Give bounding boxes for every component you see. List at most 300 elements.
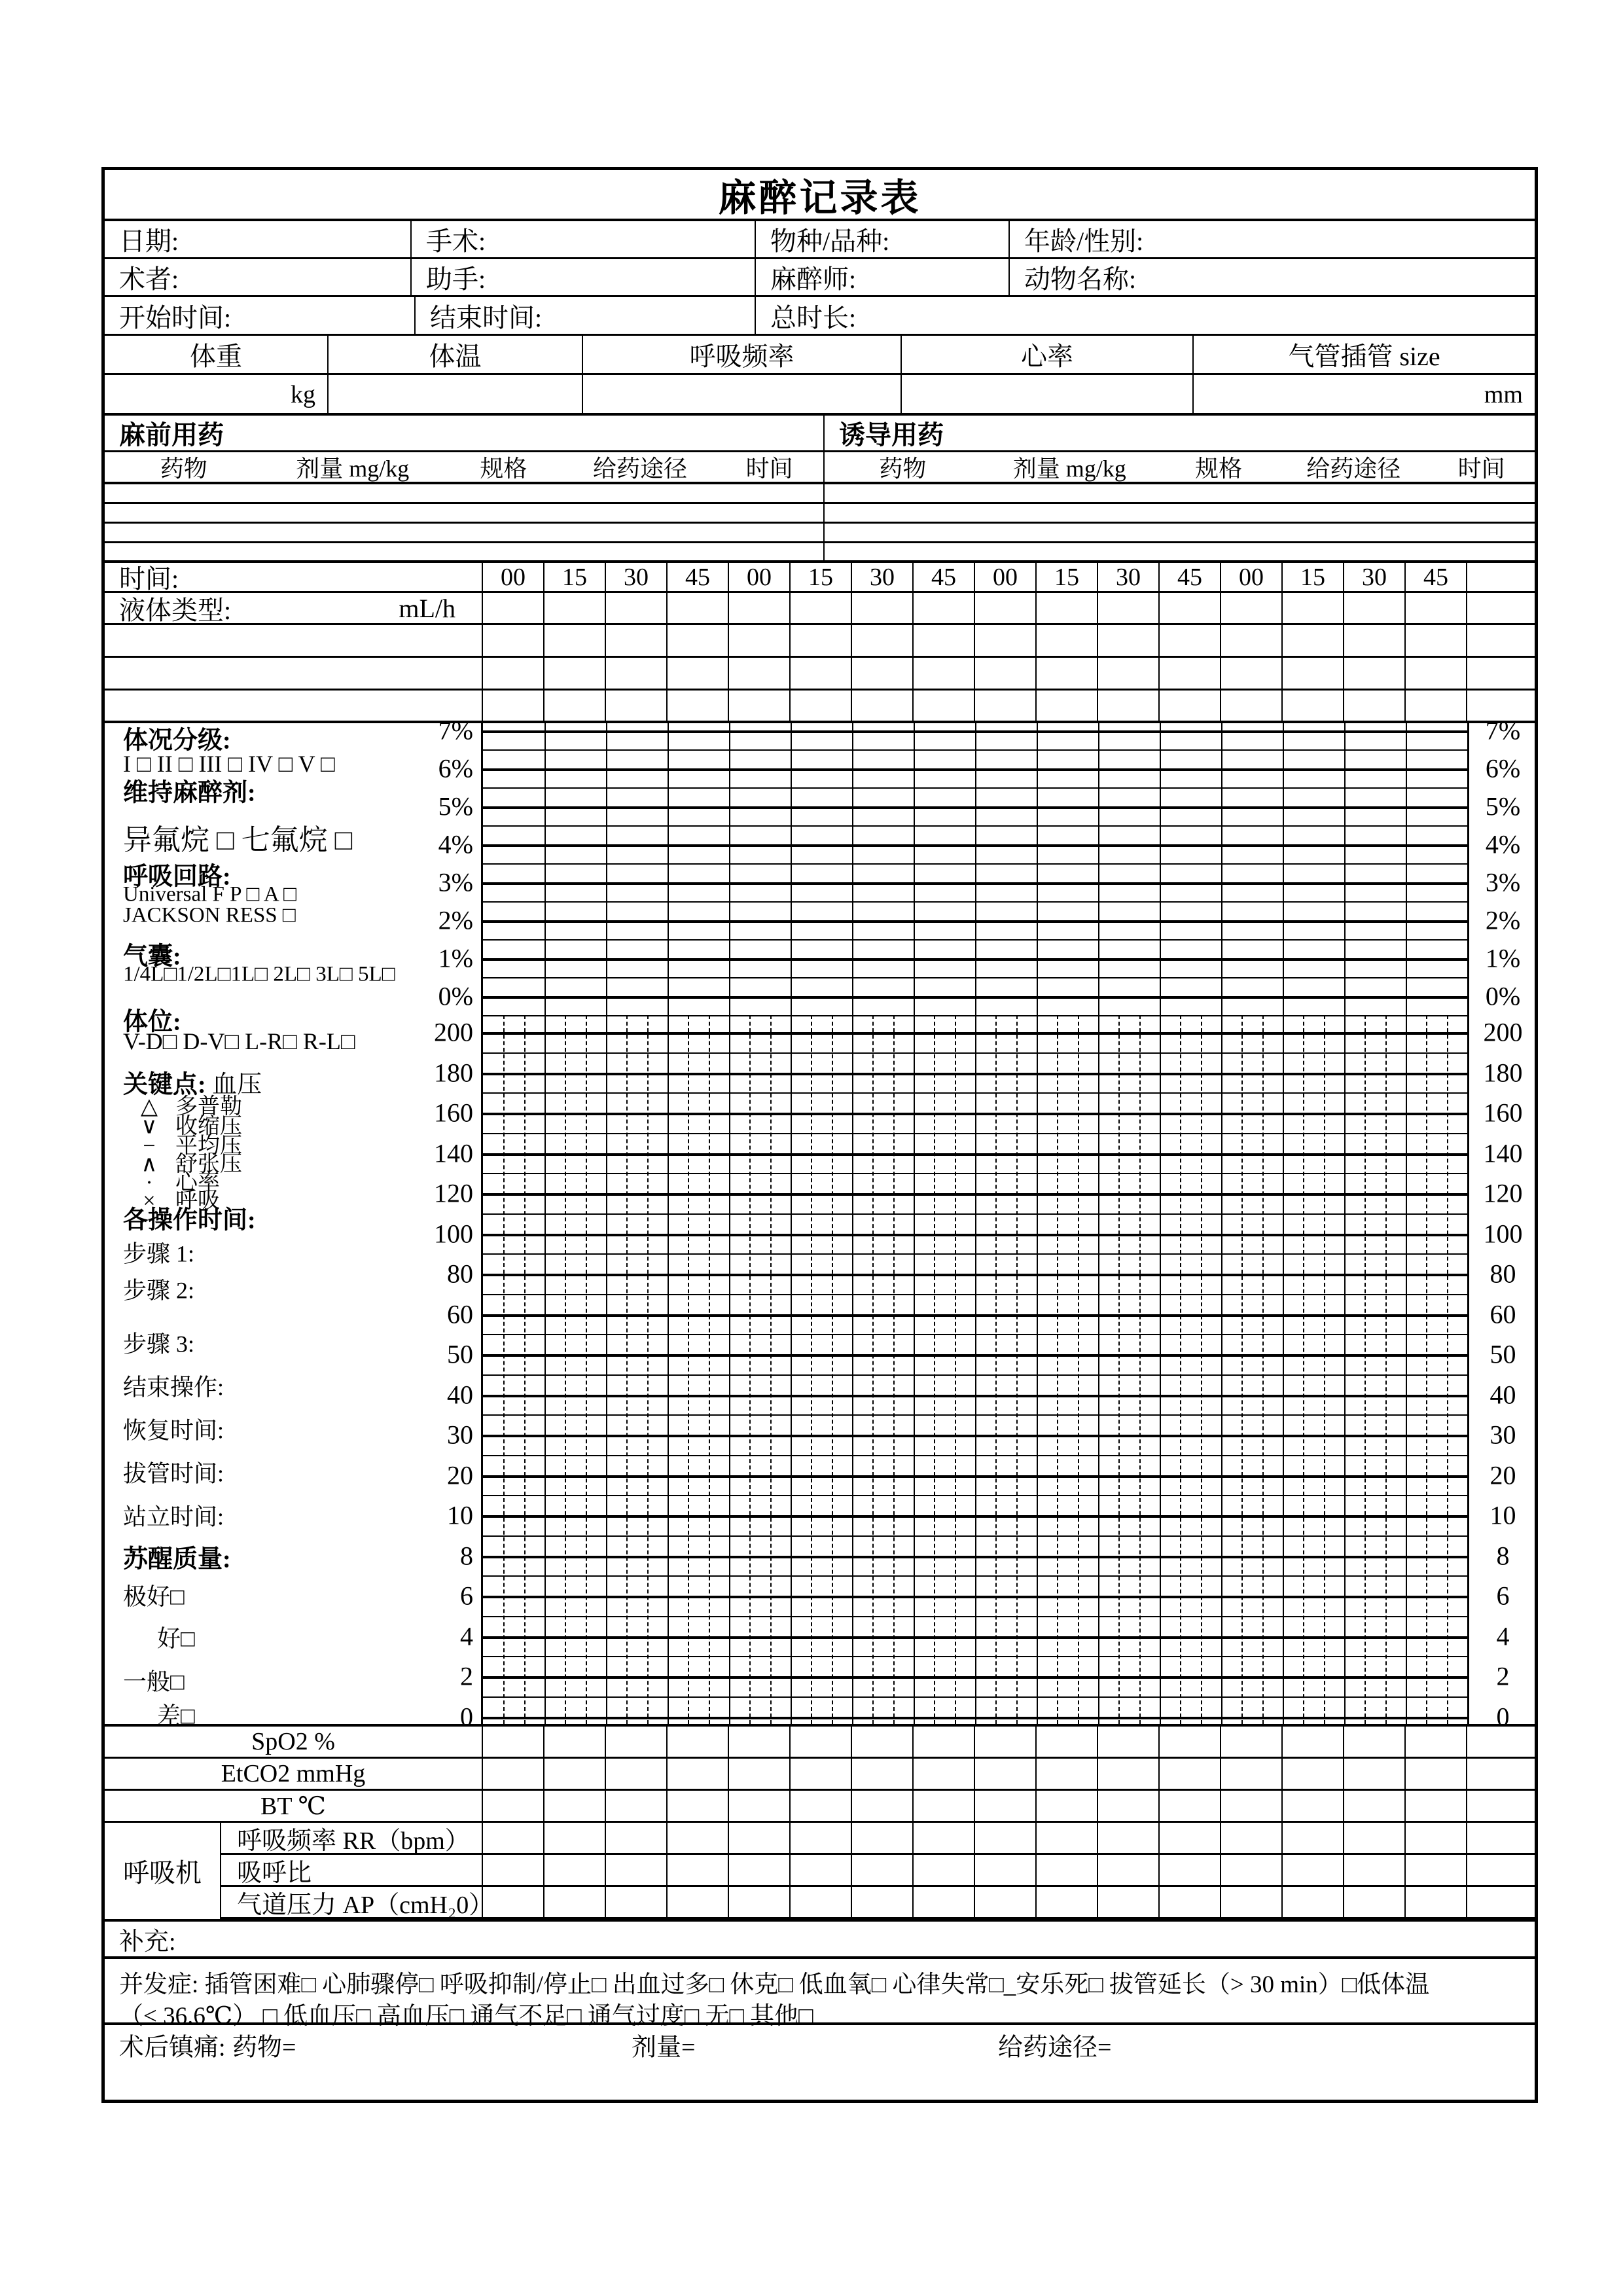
col-route: 给药途径 (592, 456, 687, 482)
field-assistant: 助手: (412, 259, 756, 295)
grid-line-dashed (1057, 1015, 1058, 1724)
monitor-cell (1098, 1727, 1160, 1759)
time-slot-cell: 15 (1283, 563, 1344, 591)
grid-line-dashed (995, 1015, 997, 1724)
scale-label-numeric: 40 (1489, 1380, 1516, 1409)
monitor-tail-cell (1467, 1727, 1535, 1759)
monitor-cell (791, 1791, 852, 1823)
fluid-slot-cell (1344, 625, 1406, 656)
fluid-slot-cell (1037, 593, 1098, 623)
legend-symbol: ∨ (141, 1114, 158, 1139)
grid-line-horizontal (483, 863, 1467, 865)
monitor-cell (606, 1791, 668, 1823)
medication-section-row (105, 416, 1535, 452)
ventilator-row-label: 吸呼比 (221, 1855, 483, 1887)
fluid-slot-cell (544, 658, 606, 689)
ventilator-row-label: 呼吸频率 RR（bpm） (221, 1823, 483, 1855)
premed-empty-cell (105, 504, 825, 522)
monitor-cell (1221, 1791, 1283, 1823)
monitor-cell (606, 1823, 668, 1855)
vitals-header-resp-rate: 呼吸频率 (583, 336, 902, 373)
scale-label-numeric: 2 (1496, 1661, 1510, 1691)
grid-line-dashed (893, 1015, 895, 1724)
fluid-slot-cell (1221, 593, 1283, 623)
time-header-row (105, 563, 1535, 593)
sidebar-item: 站立时间: (123, 1503, 224, 1530)
scale-label-numeric: 200 (1483, 1017, 1523, 1047)
scale-label-percent: 1% (1485, 943, 1521, 973)
grid-line-dashed (1262, 1015, 1264, 1724)
monitor-cell (729, 1727, 791, 1759)
scale-label-numeric: 100 (1483, 1219, 1523, 1248)
monitor-cell (1221, 1887, 1283, 1919)
monitor-cell (791, 1759, 852, 1791)
monitor-cell (791, 1727, 852, 1759)
grid-line-vertical (668, 723, 669, 1724)
fluid-slot-cell (914, 658, 975, 689)
monitor-cell (975, 1887, 1037, 1919)
induction-columns (825, 452, 1535, 482)
fluid-slot-cell (1283, 658, 1344, 689)
grid-line-horizontal (483, 1354, 1467, 1357)
grid-line-dashed (1241, 1015, 1243, 1724)
col-drug: 药物 (879, 456, 927, 482)
fluid-slot-cell (914, 691, 975, 721)
monitor-tail-cell (1467, 1823, 1535, 1855)
scale-label-numeric: 0 (460, 1702, 473, 1731)
fluid-slot-cell (975, 691, 1037, 721)
anesthesia-record-form (101, 167, 1538, 2103)
resp-rate-value-cell (583, 375, 902, 413)
grid-line-horizontal (483, 1395, 1467, 1397)
fluid-slot-cell (852, 658, 914, 689)
col-drug: 药物 (160, 456, 207, 482)
fluid-slot-cell (1344, 658, 1406, 689)
monitor-cell (1098, 1887, 1160, 1919)
fluid-empty-rows (105, 625, 1535, 723)
scale-label-percent: 3% (438, 867, 473, 897)
fluid-slot-cell (1160, 593, 1221, 623)
scale-label-numeric: 60 (1489, 1299, 1516, 1329)
heart-rate-value-cell (902, 375, 1194, 413)
monitor-cell (606, 1759, 668, 1791)
fluid-tail-cell (1467, 593, 1535, 623)
grid-line-horizontal (483, 1455, 1467, 1456)
sidebar-item: 各操作时间: (123, 1206, 256, 1234)
grid-line-dashed (1078, 1015, 1079, 1724)
monitor-cell (1283, 1855, 1344, 1887)
sidebar-item: 差□ (157, 1702, 195, 1729)
monitor-cell (1344, 1887, 1406, 1919)
scale-label-percent: 6% (438, 753, 473, 783)
monitor-cell (1283, 1823, 1344, 1855)
grid-line-horizontal (483, 1153, 1467, 1156)
legend-symbol: △ (140, 1094, 158, 1119)
grid-line-horizontal (483, 1616, 1467, 1617)
grid-line-horizontal (483, 1294, 1467, 1295)
monitor-cell (483, 1887, 544, 1919)
analgesia-dose: 剂量= (632, 2034, 696, 2062)
grid-line-horizontal (483, 1374, 1467, 1376)
monitor-cell (1037, 1887, 1098, 1919)
grid-line-horizontal (483, 1253, 1467, 1255)
fluid-slot-cell (483, 625, 544, 656)
time-slot-cell: 15 (1037, 563, 1098, 591)
time-slot-cell: 00 (483, 563, 544, 591)
col-dose: 剂量 mg/kg (296, 456, 410, 482)
premed-empty-cell (105, 524, 825, 541)
monitor-cell (852, 1855, 914, 1887)
field-animal-name: 动物名称: (1024, 264, 1137, 294)
monitor-cell (1406, 1887, 1467, 1919)
legend-label: 舒张压 (175, 1152, 242, 1177)
sidebar-item: 呼吸回路: (123, 863, 231, 891)
ventilator-row (105, 1887, 1535, 1919)
grid-line-dashed (811, 1015, 812, 1724)
grid-line-dashed (709, 1015, 710, 1724)
scale-label-numeric: 6 (460, 1581, 473, 1611)
monitor-cell (729, 1823, 791, 1855)
fluid-slot-cell (729, 625, 791, 656)
scale-label-percent: 5% (1485, 791, 1521, 821)
scale-label-numeric: 80 (1489, 1259, 1516, 1289)
vitals-header-heart-rate: 心率 (902, 336, 1194, 373)
col-dose: 剂量 mg/kg (1012, 456, 1126, 482)
scale-label-numeric: 50 (1489, 1339, 1516, 1369)
monitor-cell (1160, 1823, 1221, 1855)
sidebar-item: 拔管时间: (123, 1460, 224, 1487)
grid-line-dashed (503, 1015, 505, 1724)
grid-line-dashed (934, 1015, 935, 1724)
grid-line-vertical (1344, 723, 1346, 1724)
grid-line-dashed (1201, 1015, 1202, 1724)
grid-line-horizontal (483, 1676, 1467, 1679)
monitor-cell (1160, 1887, 1221, 1919)
scale-label-percent: 2% (1485, 905, 1521, 935)
grid-line-horizontal (483, 1092, 1467, 1094)
grid-line-horizontal (483, 749, 1467, 751)
fluid-slot-cell (975, 658, 1037, 689)
fluid-slot-cell (668, 691, 729, 721)
scale-label-numeric: 120 (434, 1178, 473, 1208)
sidebar-item: 气囊: (123, 942, 181, 971)
grid-line-dashed (586, 1015, 587, 1724)
fluid-slot-cell (914, 625, 975, 656)
time-label: 时间: (105, 563, 483, 591)
fluid-slot-cell (1283, 691, 1344, 721)
legend-label: 呼吸 (175, 1189, 220, 1213)
monitor-cell (544, 1727, 606, 1759)
sidebar-item: Universal F P □ A □ (123, 882, 297, 906)
fluid-slot-cell (914, 593, 975, 623)
time-slot-cell: 45 (668, 563, 729, 591)
fluid-slot-cell (975, 625, 1037, 656)
fluid-slot-cell (1037, 691, 1098, 721)
monitor-cell (1406, 1727, 1467, 1759)
fluid-slot-cell (1344, 691, 1406, 721)
time-tail-cell (1467, 563, 1535, 591)
grid-line-horizontal (483, 920, 1467, 923)
fluid-slot-cell (791, 593, 852, 623)
premed-columns (105, 452, 825, 482)
grid-line-dashed (647, 1015, 649, 1724)
scale-label-numeric: 120 (1483, 1178, 1523, 1208)
grid-line-horizontal (483, 977, 1467, 978)
monitor-cell (914, 1727, 975, 1759)
grid-line-dashed (749, 1015, 751, 1724)
monitor-cell (544, 1823, 606, 1855)
fluid-slot-cell (544, 593, 606, 623)
info-row-2 (105, 259, 1535, 297)
grid-line-horizontal (483, 1133, 1467, 1134)
fluid-slot-cell (483, 691, 544, 721)
fluid-empty-label-cell (105, 691, 483, 721)
grid-line-horizontal (483, 1435, 1467, 1437)
scale-label-numeric: 60 (447, 1299, 473, 1329)
scale-label-numeric: 80 (447, 1259, 473, 1289)
analgesia-label: 术后镇痛: (119, 2034, 226, 2062)
grid-line-horizontal (483, 1073, 1467, 1075)
vitals-header-weight: 体重 (105, 336, 329, 373)
monitor-cell (483, 1759, 544, 1791)
scale-label-percent: 1% (438, 943, 473, 973)
fluid-slot-cell (668, 658, 729, 689)
scale-label-numeric: 40 (447, 1380, 473, 1409)
monitor-cell (1098, 1823, 1160, 1855)
monitor-cell (1160, 1855, 1221, 1887)
grid-line-horizontal (483, 1173, 1467, 1174)
induction-title: 诱导用药 (839, 420, 944, 450)
sidebar-item: 异氟烷 □ 七氟烷 □ (123, 824, 353, 856)
field-surgeon: 术者: (105, 259, 412, 295)
fluid-slot-cell (1221, 658, 1283, 689)
monitor-cell (975, 1759, 1037, 1791)
premed-empty-cell (105, 543, 825, 560)
sidebar-item: 苏醒质量: (123, 1545, 231, 1573)
grid-line-horizontal (483, 844, 1467, 847)
monitor-cell (852, 1791, 914, 1823)
monitor-cell (1406, 1823, 1467, 1855)
monitor-cell (1406, 1759, 1467, 1791)
monitor-cell (1344, 1855, 1406, 1887)
grid-line-horizontal (483, 1052, 1467, 1054)
grid-line-vertical (791, 723, 792, 1724)
monitor-cell (544, 1759, 606, 1791)
monitor-cell (1221, 1759, 1283, 1791)
grid-line-horizontal (483, 1314, 1467, 1317)
time-slot-cell: 30 (1098, 563, 1160, 591)
scale-label-percent: 2% (438, 905, 473, 935)
monitor-row (105, 1759, 1535, 1791)
monitor-cell (1283, 1759, 1344, 1791)
grid-line-horizontal (483, 1113, 1467, 1115)
monitor-cell (1344, 1791, 1406, 1823)
monitor-cell (668, 1887, 729, 1919)
col-route: 给药途径 (1306, 456, 1401, 482)
scale-label-numeric: 50 (447, 1339, 473, 1369)
grid-line-horizontal (483, 901, 1467, 903)
fluid-slot-cell (1406, 691, 1467, 721)
fluid-slot-cell (1037, 658, 1098, 689)
grid-line-dashed (1324, 1015, 1325, 1724)
grid-line-horizontal (483, 1414, 1467, 1416)
scale-label-numeric: 140 (434, 1138, 473, 1168)
monitor-cell (729, 1759, 791, 1791)
postop-analgesia-row (105, 2025, 1535, 2064)
fluid-slot-cell (729, 593, 791, 623)
chart-grid (483, 723, 1467, 1724)
scale-label-percent: 0% (438, 981, 473, 1011)
monitor-cell (544, 1791, 606, 1823)
grid-line-horizontal (483, 1495, 1467, 1496)
grid-line-dashed (1447, 1015, 1448, 1724)
grid-line-horizontal (483, 1575, 1467, 1577)
fluid-tail-cell (1467, 658, 1535, 689)
monitor-cell (1160, 1727, 1221, 1759)
time-slot-cell: 45 (1160, 563, 1221, 591)
fluid-slot-cell (1406, 593, 1467, 623)
medication-empty-rows (105, 484, 1535, 563)
field-start-time: 开始时间: (105, 297, 416, 334)
monitor-cell (668, 1855, 729, 1887)
monitor-cell (1344, 1759, 1406, 1791)
fluid-slot-cell (606, 691, 668, 721)
monitor-tail-cell (1467, 1887, 1535, 1919)
grid-line-horizontal (483, 958, 1467, 961)
scale-label-numeric: 10 (1489, 1500, 1516, 1530)
chart-sidebar (105, 715, 483, 1731)
grid-line-horizontal (483, 1032, 1467, 1035)
fluid-slot-cell (544, 691, 606, 721)
scale-label-numeric: 200 (434, 1017, 473, 1047)
grid-line-horizontal (483, 1015, 1467, 1016)
vitals-value-row (105, 375, 1535, 416)
grid-line-vertical (914, 723, 915, 1724)
grid-line-vertical (1098, 723, 1099, 1724)
grid-line-dashed (1118, 1015, 1120, 1724)
grid-line-dashed (955, 1015, 956, 1724)
grid-line-vertical (1160, 723, 1161, 1724)
time-slot-cell: 00 (729, 563, 791, 591)
time-slot-cell: 30 (606, 563, 668, 591)
vitals-header-et-tube: 气管插管 size (1288, 342, 1440, 371)
monitor-cell (1160, 1759, 1221, 1791)
induction-empty-cell (825, 543, 1535, 560)
time-slot-cell: 45 (914, 563, 975, 591)
grid-line-dashed (1426, 1015, 1427, 1724)
scale-label-numeric: 4 (1496, 1621, 1510, 1651)
fluid-slot-cell (606, 625, 668, 656)
monitor-cell (914, 1855, 975, 1887)
legend-symbol: − (143, 1134, 156, 1158)
fluid-slot-cell (1098, 658, 1160, 689)
scale-label-numeric: 6 (1496, 1581, 1510, 1611)
monitor-cell (1037, 1759, 1098, 1791)
monitor-cell (791, 1887, 852, 1919)
time-slot-cell: 15 (544, 563, 606, 591)
monitor-cell (1221, 1727, 1283, 1759)
legend-label: 多普勒 (175, 1094, 242, 1119)
monitor-cell (1037, 1727, 1098, 1759)
fluid-tail-cell (1467, 625, 1535, 656)
grid-line-vertical (852, 723, 853, 1724)
grid-line-dashed (770, 1015, 772, 1724)
scale-label-numeric: 8 (460, 1541, 473, 1570)
ventilator-label-cell: 呼吸机 (105, 1823, 221, 1919)
medication-empty-row (105, 524, 1535, 543)
monitor-row-label: SpO2 % (105, 1727, 483, 1759)
fluid-slot-cell (606, 658, 668, 689)
fluid-slot-cell (1406, 658, 1467, 689)
grid-line-dashed (832, 1015, 833, 1724)
fluid-empty-row (105, 625, 1535, 658)
weight-unit: kg (105, 375, 329, 413)
scale-label-percent: 4% (1485, 829, 1521, 859)
grid-line-dashed (565, 1015, 566, 1724)
sidebar-item: 步骤 1: (123, 1240, 195, 1267)
fluid-slot-cell (1160, 625, 1221, 656)
sidebar-item: 一般□ (123, 1668, 185, 1695)
time-slot-cell: 00 (975, 563, 1037, 591)
grid-line-horizontal (483, 1515, 1467, 1518)
grid-line-dashed (872, 1015, 874, 1724)
scale-label-percent: 3% (1485, 867, 1521, 897)
monitor-cell (668, 1791, 729, 1823)
premed-empty-cell (105, 484, 825, 502)
legend-symbol: × (143, 1189, 156, 1213)
fluid-empty-row (105, 691, 1535, 723)
grid-line-horizontal (483, 787, 1467, 789)
grid-line-vertical (544, 723, 546, 1724)
scale-label-numeric: 0 (1496, 1702, 1510, 1731)
fluid-slot-cell (1098, 691, 1160, 721)
scale-label-numeric: 180 (1483, 1058, 1523, 1087)
monitor-cell (852, 1759, 914, 1791)
analgesia-route: 给药途径= (998, 2034, 1112, 2062)
scale-label-numeric: 8 (1496, 1541, 1510, 1570)
sidebar-item: 好□ (157, 1625, 195, 1652)
grid-line-vertical (606, 723, 607, 1724)
time-slot-cell: 30 (1344, 563, 1406, 591)
info-row-1 (105, 221, 1535, 259)
fluid-slot-cell (975, 593, 1037, 623)
grid-line-horizontal (483, 825, 1467, 827)
monitor-cell (729, 1887, 791, 1919)
scale-label-numeric: 10 (447, 1500, 473, 1530)
monitor-cell (1221, 1823, 1283, 1855)
fluid-slot-cell (1344, 593, 1406, 623)
grid-line-horizontal (483, 1535, 1467, 1537)
fluid-type-label: 液体类型: (119, 595, 232, 623)
time-slot-cell: 00 (1221, 563, 1283, 591)
grid-line-dashed (626, 1015, 628, 1724)
monitor-cell (852, 1727, 914, 1759)
scale-label-numeric: 30 (1489, 1420, 1516, 1450)
grid-line-horizontal (483, 1334, 1467, 1335)
grid-line-horizontal (483, 882, 1467, 885)
sidebar-item: I □ II □ III □ IV □ V □ (123, 751, 335, 777)
monitor-row (105, 1791, 1535, 1823)
fluid-slot-cell (852, 691, 914, 721)
grid-line-dashed (1139, 1015, 1141, 1724)
scale-label-percent: 7% (438, 715, 473, 745)
field-date: 日期: (105, 221, 412, 257)
monitor-cell (1344, 1823, 1406, 1855)
fluid-slot-cell (791, 658, 852, 689)
ventilator-row (105, 1823, 1535, 1855)
temp-value-cell (329, 375, 583, 413)
monitor-cell (914, 1823, 975, 1855)
